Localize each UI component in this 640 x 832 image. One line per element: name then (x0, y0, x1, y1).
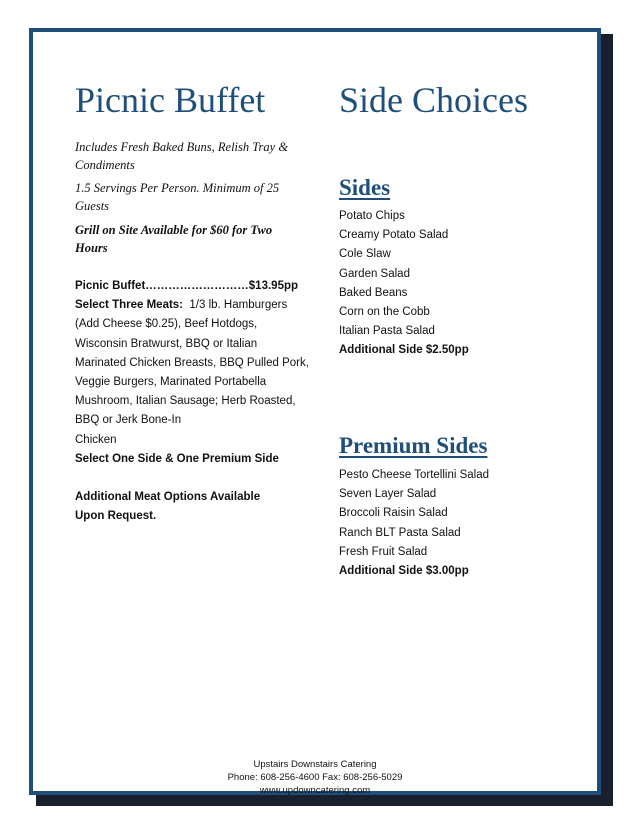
list-item: Garden Salad (339, 267, 410, 280)
sides-heading: Sides (339, 175, 391, 200)
additional-meat-line-2: Upon Request. (75, 510, 157, 523)
list-item: Potato Chips (339, 210, 405, 222)
meats-paragraph (75, 296, 311, 430)
footer (33, 758, 597, 797)
buffet-details (75, 277, 311, 527)
additional-meat-line-1: Additional Meat Options Available (75, 491, 261, 504)
list-item: Corn on the Cobb (339, 306, 430, 319)
footer-company: Upstairs Downstairs Catering (253, 759, 377, 770)
premium-sides-heading: Premium Sides (339, 433, 488, 458)
buffet-price-line: Picnic Buffet………………………$13.95pp (75, 280, 299, 292)
side-choices-title: Side Choices (339, 80, 528, 120)
sides-additional-price: Additional Side $2.50pp (339, 344, 469, 357)
list-item: Pesto Cheese Tortellini Salad (339, 469, 490, 481)
premium-additional-price: Additional Side $3.00pp (339, 565, 469, 578)
premium-sides-list (339, 466, 489, 581)
list-item: Fresh Fruit Salad (339, 545, 428, 558)
meats-text: 1/3 lb. Hamburgers (Add Cheese $0.25), Beef Hotdogs, Wisconsin Bratwurst, BBQ or Italian Marinated Chicken Breasts, BBQ Pulled Pork, Veggie Burgers, Marinated Portabella Mushroom, Italian Sausage; Herb Roasted, BBQ or Jerk Bone-In (75, 299, 309, 427)
intro-grill: Grill on Site Available for $60 for Two Hours (75, 223, 273, 255)
footer-contact: Phone: 608-256-4600 Fax: 608-256-5029 (227, 772, 403, 783)
list-item: Cole Slaw (339, 248, 391, 261)
footer-website: www.updowncatering.com (259, 785, 371, 796)
sides-list (339, 207, 469, 361)
intro-includes: Includes Fresh Baked Buns, Relish Tray & Condiments (75, 140, 289, 172)
list-item: Creamy Potato Salad (339, 229, 449, 242)
meats-label: Select Three Meats: (75, 299, 184, 312)
page-frame (29, 28, 601, 795)
list-item: Italian Pasta Salad (339, 325, 435, 338)
picnic-buffet-title: Picnic Buffet (75, 80, 266, 120)
intro-servings: 1.5 Servings Per Person. Minimum of 25 Guests (75, 181, 280, 213)
list-item: Ranch BLT Pasta Salad (339, 526, 461, 539)
select-sides-note: Select One Side & One Premium Side (75, 452, 279, 465)
list-item: Baked Beans (339, 286, 408, 299)
list-item: Seven Layer Salad (339, 488, 437, 501)
list-item: Broccoli Raisin Salad (339, 507, 448, 520)
meats-tail: Chicken (75, 433, 117, 446)
